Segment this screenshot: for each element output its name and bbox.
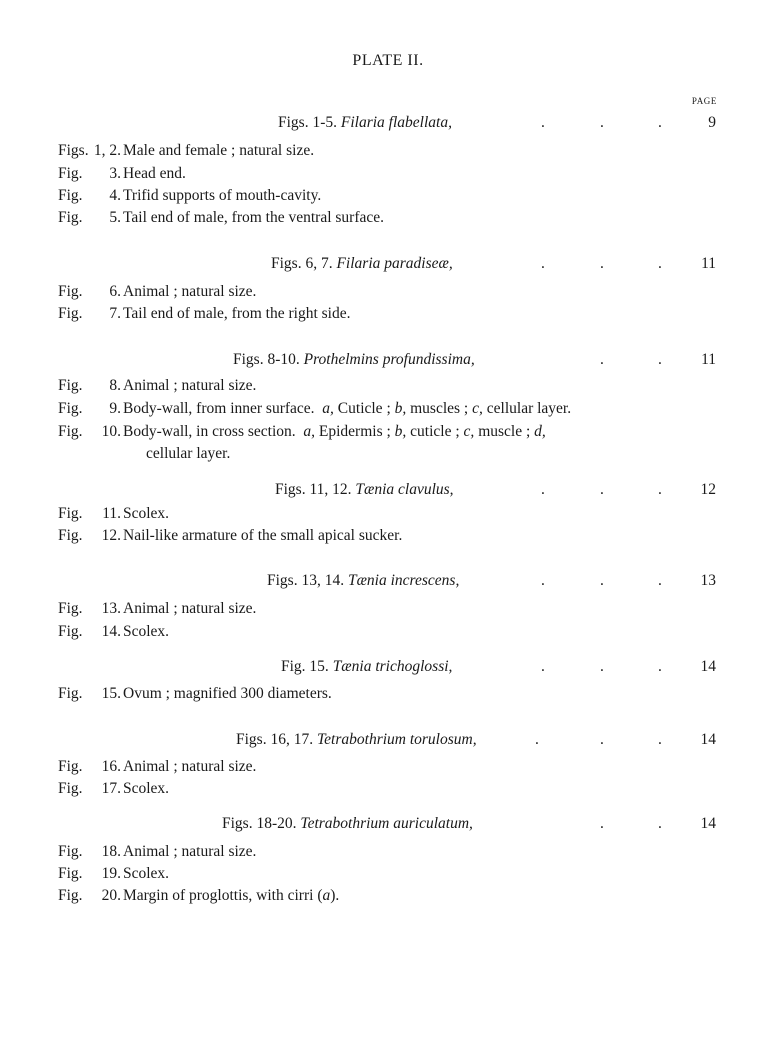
page-number: 13	[700, 572, 716, 589]
species-name: Tænia trichoglossi,	[332, 658, 453, 675]
section-header: Fig. 15. Tænia trichoglossi, . . . 14	[281, 658, 716, 675]
species-name: Tetrabothrium torulosum,	[316, 731, 477, 748]
species-name: Filaria paradiseæ,	[336, 255, 453, 272]
page-number: 9	[708, 114, 716, 131]
figs-ref: Figs. 13, 14.	[267, 572, 345, 589]
page-number: 11	[701, 351, 716, 368]
section-header: Figs. 13, 14. Tænia increscens, . . . 13	[267, 572, 716, 589]
figs-ref: Figs. 8-10.	[233, 351, 300, 368]
section-header: Figs. 6, 7. Filaria paradiseæ, . . . 11	[271, 255, 716, 272]
species-name: Tænia clavulus,	[355, 481, 454, 498]
figs-ref: Figs. 16, 17.	[236, 731, 314, 748]
figs-ref: Fig. 15.	[281, 658, 329, 675]
figs-ref: Figs. 1-5.	[278, 114, 337, 131]
page-number: 14	[700, 731, 716, 748]
section-header: Figs. 8-10. Prothelmins profundissima, . . 11	[233, 351, 716, 368]
page-number: 14	[700, 815, 716, 832]
section-header: Figs. 11, 12. Tænia clavulus, . . . 12	[275, 481, 716, 498]
figs-ref: Figs. 6, 7.	[271, 255, 333, 272]
continued-line: cellular layer.	[146, 445, 231, 462]
section-header: Figs. 1-5. Filaria flabellata, . . . 9	[278, 114, 716, 131]
page-number: 12	[700, 481, 716, 498]
section-header: Figs. 16, 17. Tetrabothrium torulosum, . . . 14	[236, 731, 716, 748]
species-name: Filaria flabellata,	[340, 114, 452, 131]
figs-ref: Figs. 18-20.	[222, 815, 297, 832]
page-number: 14	[700, 658, 716, 675]
figs-ref: Figs. 11, 12.	[275, 481, 352, 498]
page-column-label: PAGE	[691, 96, 717, 106]
plate-title: PLATE II.	[352, 52, 424, 69]
species-name: Tænia increscens,	[347, 572, 460, 589]
species-name: Tetrabothrium auriculatum,	[300, 815, 473, 832]
section-header: Figs. 18-20. Tetrabothrium auriculatum, . . 14	[222, 815, 716, 832]
species-name: Prothelmins profundissima,	[303, 351, 475, 368]
page-number: 11	[701, 255, 716, 272]
